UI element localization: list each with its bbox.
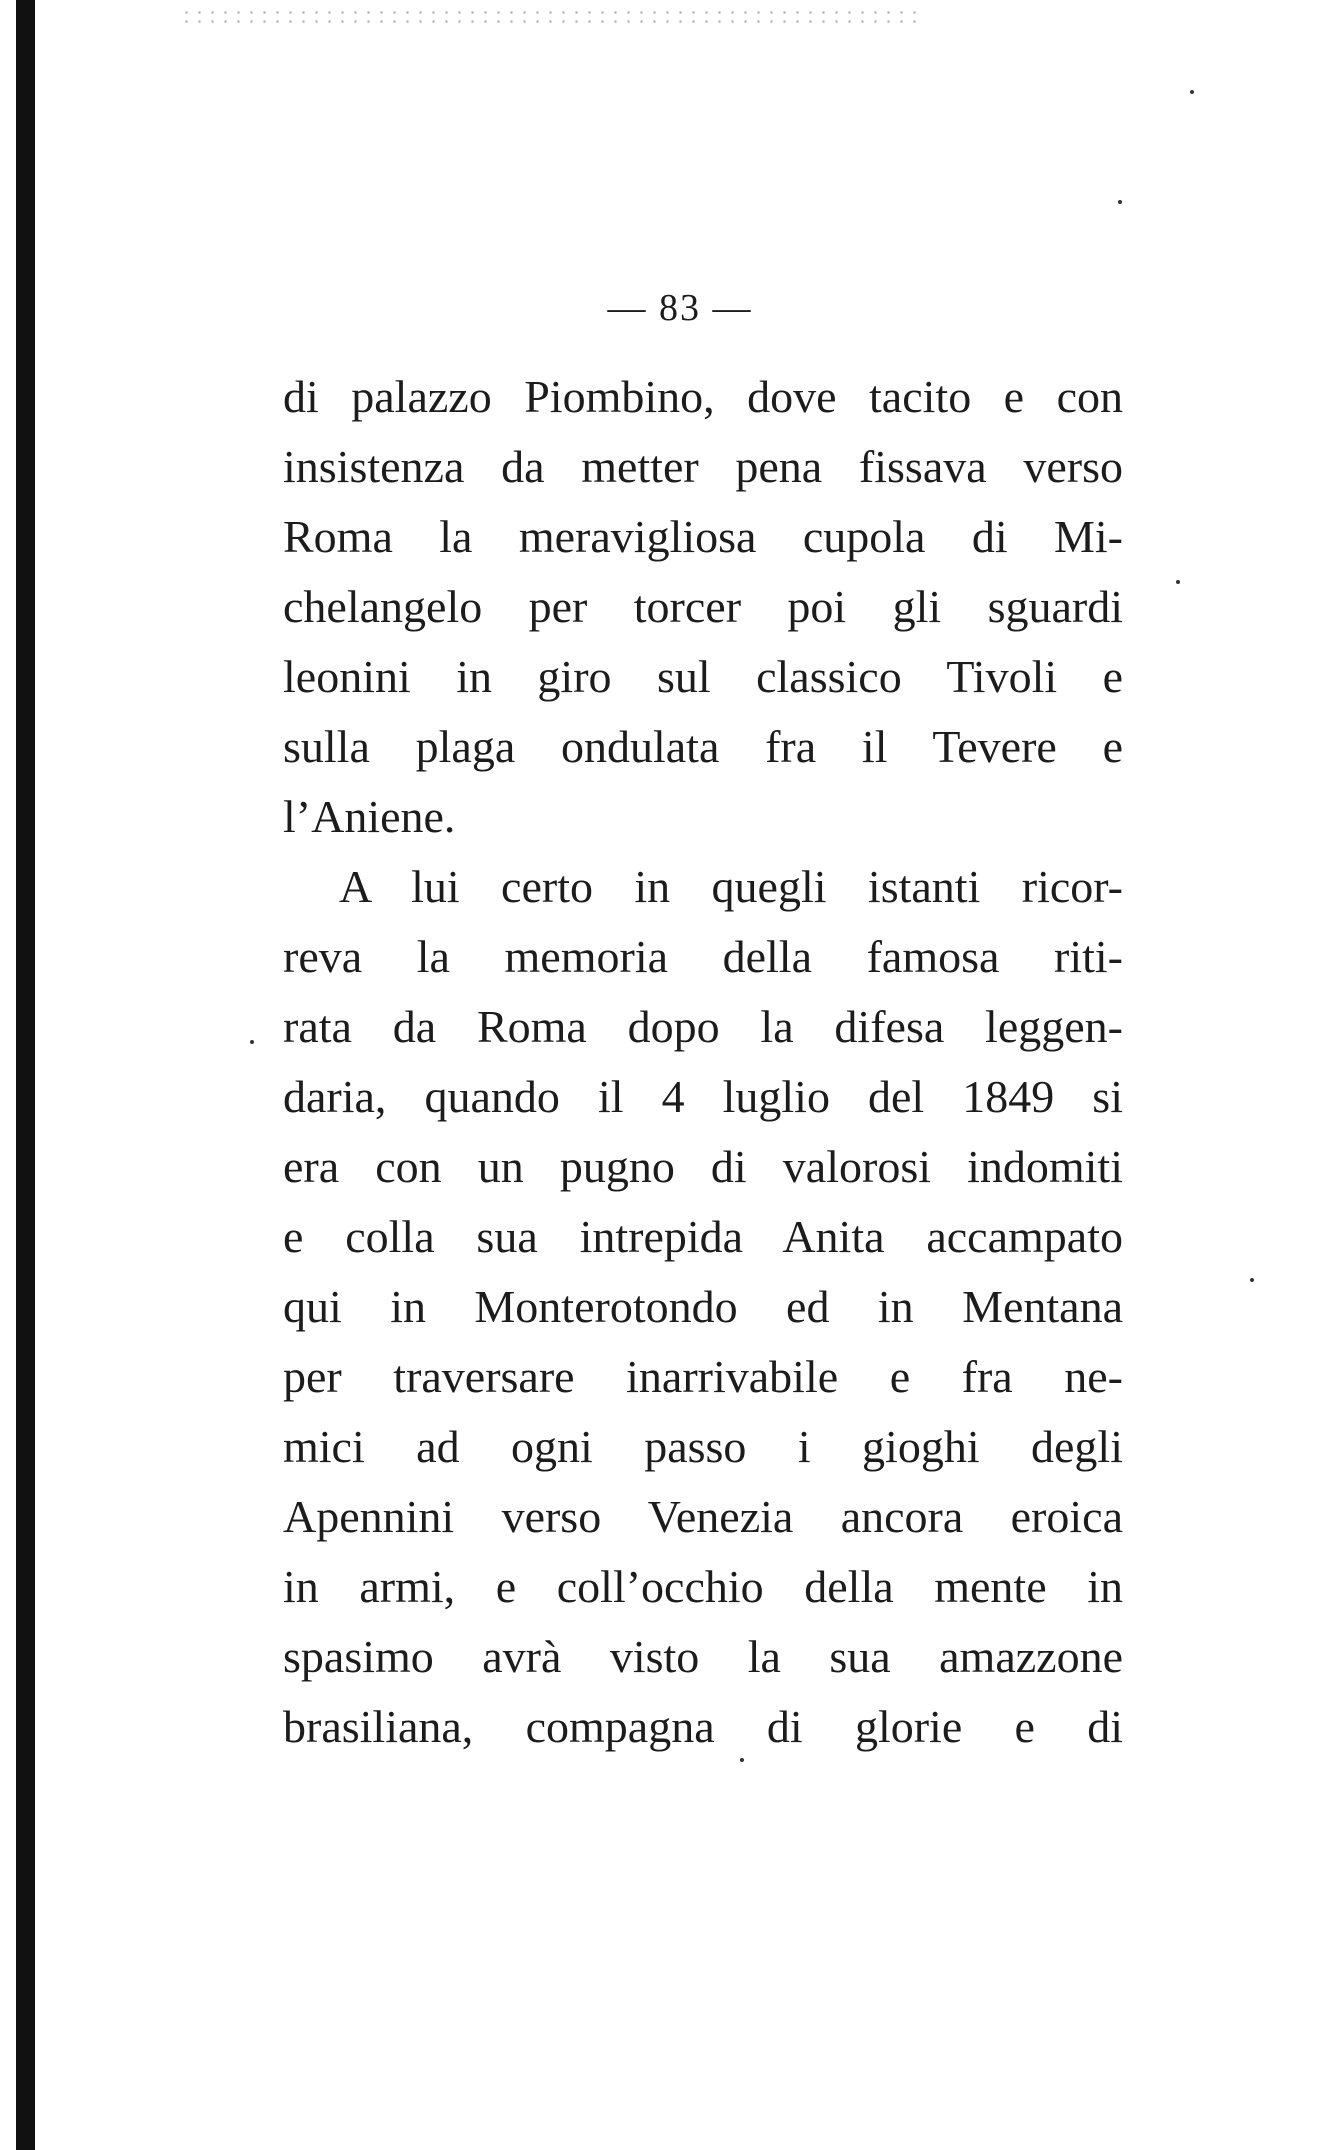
- body-text: [283, 362, 1123, 1762]
- text-line: qui in Monterotondo ed in Mentana: [283, 1281, 1123, 1332]
- text-line: brasiliana, compagna di glorie e di: [283, 1701, 1123, 1752]
- text-line: sulla plaga ondulata fra il Tevere e: [283, 721, 1123, 772]
- text-line: Roma la meravigliosa cupola di Mi-: [283, 511, 1123, 562]
- text-line: l’Aniene.: [283, 791, 456, 842]
- text-line: Apennini verso Venezia ancora eroica: [283, 1491, 1123, 1542]
- text-line: A lui certo in quegli istanti ricor-: [339, 861, 1123, 912]
- text-line: leonini in giro sul classico Tivoli e: [283, 651, 1123, 702]
- text-line: chelangelo per torcer poi gli sguardi: [283, 581, 1123, 632]
- scan-speck: [1250, 1278, 1254, 1282]
- text-line: e colla sua intrepida Anita accampato: [283, 1211, 1123, 1262]
- text-line: era con un pugno di valorosi indomiti: [283, 1141, 1123, 1192]
- text-line: insistenza da metter pena fissava verso: [283, 441, 1123, 492]
- text-line: spasimo avrà visto la sua amazzone: [283, 1631, 1123, 1682]
- text-line: rata da Roma dopo la difesa leggen-: [283, 1001, 1123, 1052]
- scan-speck: [1190, 90, 1194, 94]
- text-line: per traversare inarrivabile e fra ne-: [283, 1351, 1123, 1402]
- scan-speck: [250, 1040, 254, 1044]
- scan-speck: [1176, 580, 1180, 584]
- page-binding-shadow: [16, 0, 35, 2150]
- text-line: reva la memoria della famosa riti-: [283, 931, 1123, 982]
- page-number: — 83 —: [607, 287, 753, 329]
- text-line: mici ad ogni passo i gioghi degli: [283, 1421, 1123, 1472]
- scan-noise: [180, 8, 920, 24]
- text-line: in armi, e coll’occhio della mente in: [283, 1561, 1123, 1612]
- text-line: daria, quando il 4 luglio del 1849 si: [283, 1071, 1123, 1122]
- text-line: di palazzo Piombino, dove tacito e con: [283, 371, 1123, 422]
- scan-speck: [1118, 200, 1122, 204]
